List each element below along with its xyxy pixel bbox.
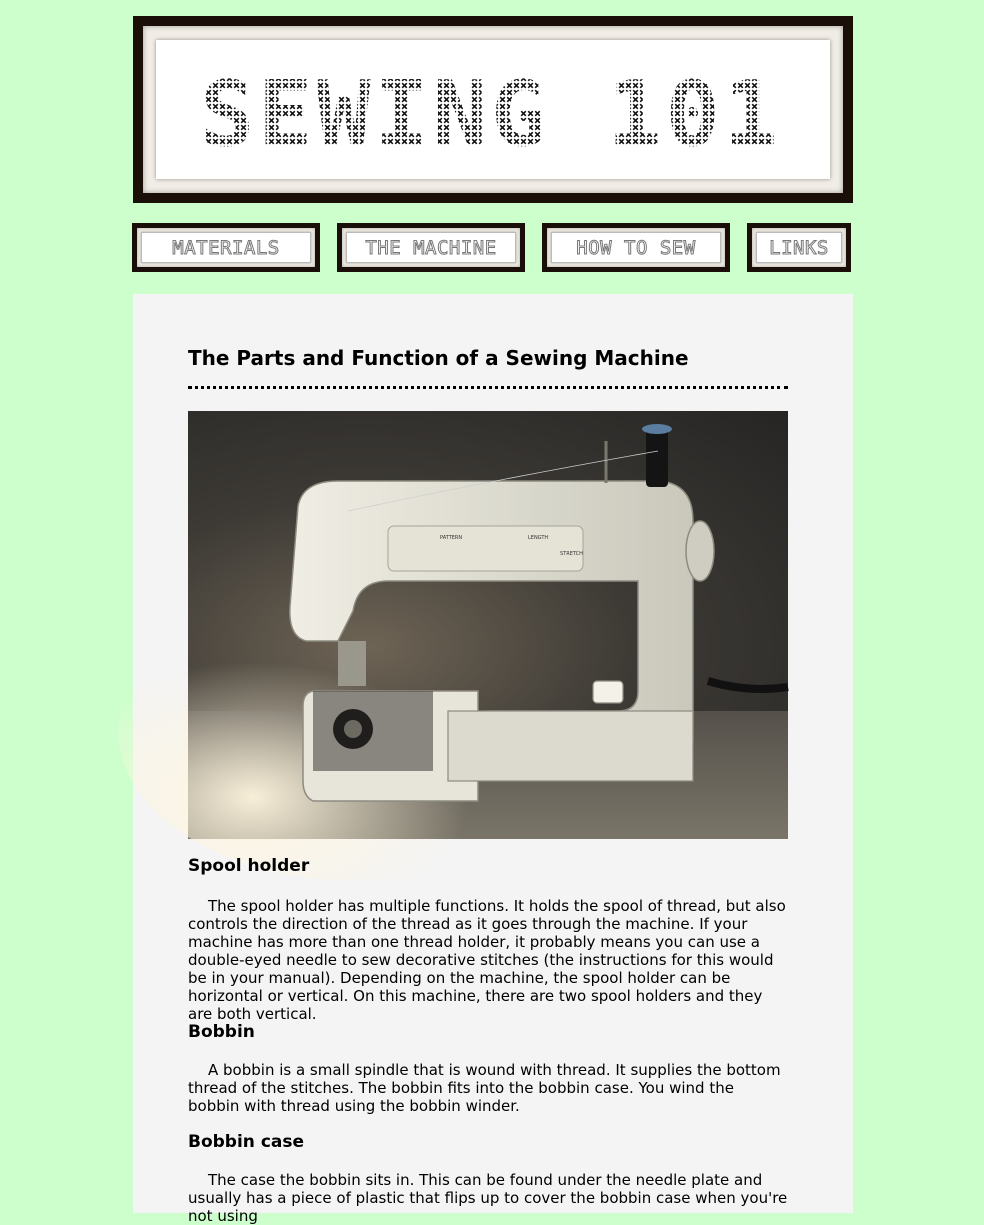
banner-title: SEWING 101 xyxy=(200,62,782,167)
page-title: The Parts and Function of a Sewing Machine xyxy=(188,346,689,370)
section-heading-bobbin-case: Bobbin case xyxy=(188,1132,305,1152)
pattern-label: PATTERN xyxy=(440,535,463,541)
section-body-bobbin: A bobbin is a small spindle that is wound with thread. It supplies the bottom thread of the stitches. The bobbin fits into the bobbin case. You wind the bobbin with thread using the bobbin winder. xyxy=(188,1061,781,1115)
sewing-machine-photo xyxy=(188,411,788,839)
banner-logo xyxy=(156,40,826,179)
stretch-label: STRETCH xyxy=(560,551,583,557)
section-heading-spool-holder: Spool holder xyxy=(188,856,310,876)
nav-links-label: LINKS xyxy=(756,232,842,263)
site-banner xyxy=(133,16,853,203)
nav-links-button[interactable] xyxy=(747,223,851,272)
section-body-bobbin-case: The case the bobbin sits in. This can be found under the needle plate and usually has a piece of plastic that flips up to cover the bobbin case when you're not using xyxy=(188,1171,788,1225)
nav-materials-label: MATERIALS xyxy=(141,232,311,263)
nav-materials-button[interactable] xyxy=(132,223,320,272)
nav-how-to-sew-button[interactable] xyxy=(542,223,730,272)
nav-the-machine-button[interactable] xyxy=(337,223,525,272)
section-body-spool-holder: The spool holder has multiple functions. It holds the spool of thread, but also controls the direction of the thread as it goes through the machine. If your machine has more than one thread holder, it probably means you can use a double-eyed needle to sew decorative stitches (the instructions for this would be in your manual). Depending on the machine, the spool holder can be horizontal or vertical. On this machine, there are two spool holders and they are both vertical. xyxy=(188,897,786,1023)
section-heading-bobbin: Bobbin xyxy=(188,1022,255,1042)
nav-how-to-sew-label: HOW TO SEW xyxy=(551,232,721,263)
length-label: LENGTH xyxy=(528,535,549,541)
nav-the-machine-label: THE MACHINE xyxy=(346,232,516,263)
content-panel xyxy=(133,294,853,1225)
title-divider xyxy=(188,386,788,389)
sewing-machine-illustration xyxy=(188,411,788,839)
